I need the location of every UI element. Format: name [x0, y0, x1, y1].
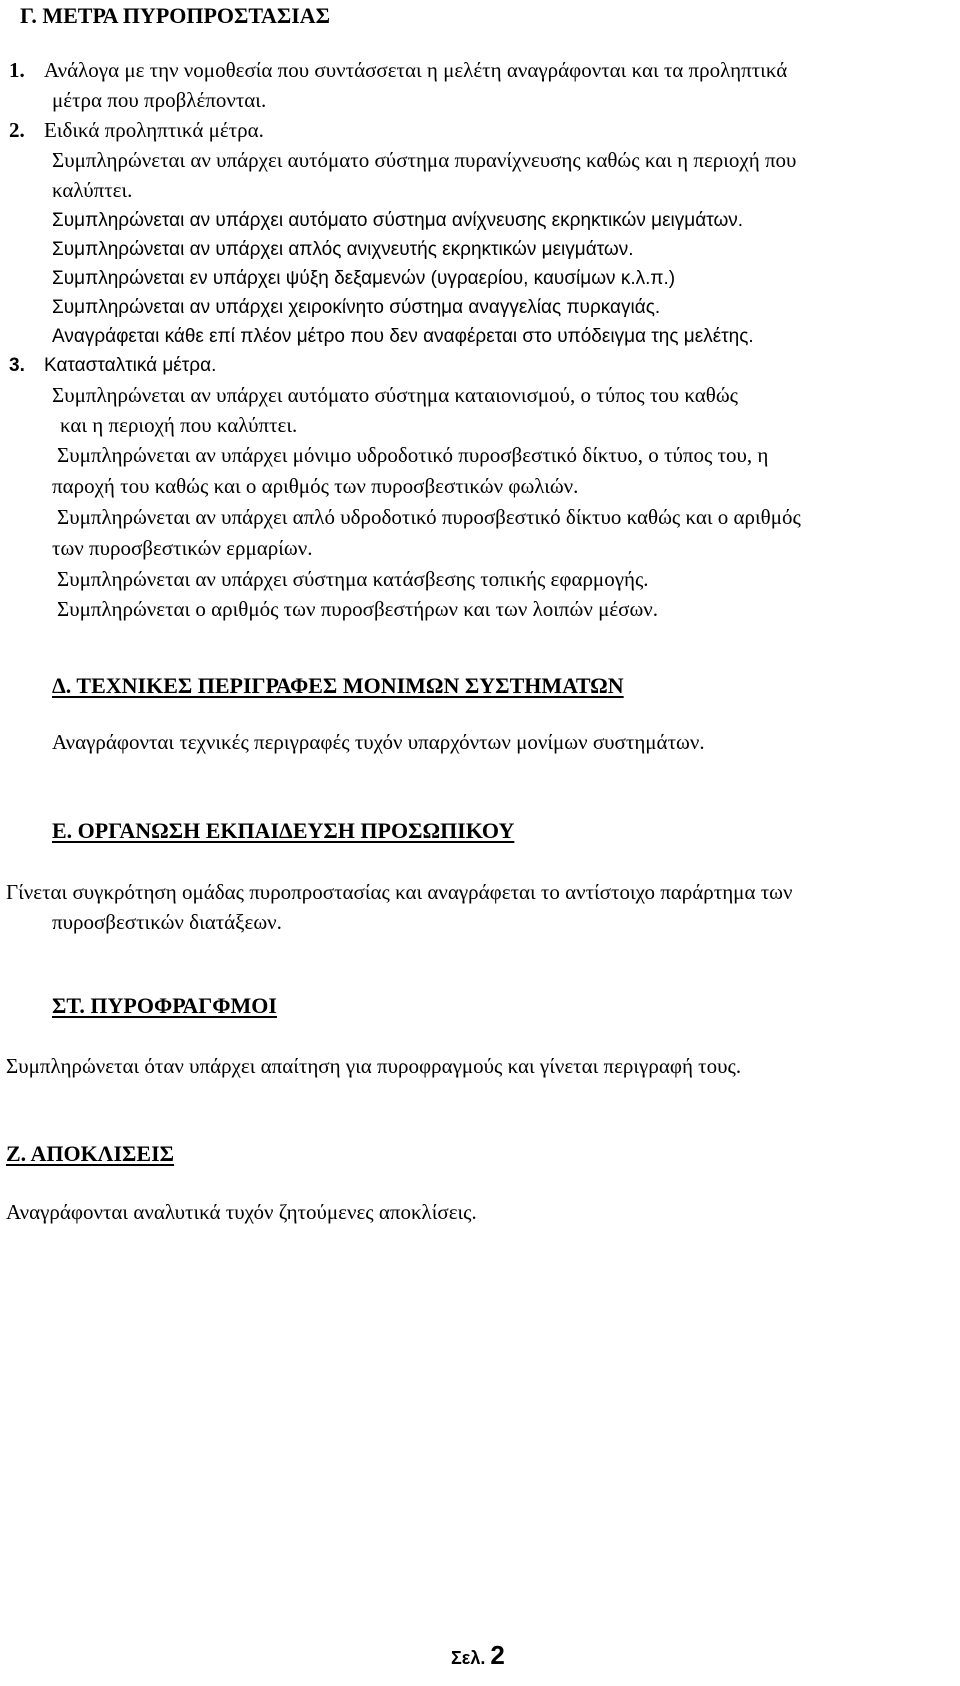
paragraph-line: Συμπληρώνεται αν υπάρχει αυτόματο σύστημα καταιονισμού, ο τύπος του καθώς — [52, 383, 738, 407]
paragraph-line: Αναγράφονται αναλυτικά τυχόν ζητούμενες αποκλίσεις. — [6, 1200, 477, 1224]
paragraph-line: Συμπληρώνεται αν υπάρχει αυτόματο σύστημα ανίχνευσης εκρηκτικών μειγμάτων. — [52, 210, 744, 231]
section-title-technical-descriptions: Δ. ΤΕΧΝΙΚΕΣ ΠΕΡΙΓΡΑΦΕΣ ΜΟΝΙΜΩΝ ΣΥΣΤΗΜΑΤΩΝ — [52, 673, 624, 698]
paragraph-line: και η περιοχή που καλύπτει. — [60, 413, 298, 437]
paragraph-line: Συμπληρώνεται αν υπάρχει απλό υδροδοτικό πυροσβεστικό δίκτυο καθώς και ο αριθμός — [57, 505, 801, 529]
list-item-heading: Ειδικά προληπτικά μέτρα. — [44, 118, 264, 142]
paragraph-line: Συμπληρώνεται όταν υπάρχει απαίτηση για πυροφραγμούς και γίνεται περιγραφή τους. — [6, 1054, 742, 1078]
paragraph-line: Αναγράφεται κάθε επί πλέον μέτρο που δεν αναφέρεται στο υπόδειγμα της μελέτης. — [52, 326, 754, 347]
section-title-fire-barriers: ΣΤ. ΠΥΡΟΦΡΑΓΦΜΟΙ — [52, 993, 277, 1018]
paragraph-line: Συμπληρώνεται ο αριθμός των πυροσβεστήρων και των λοιπών μέσων. — [57, 597, 659, 621]
list-item-3 — [9, 356, 216, 375]
paragraph-line: Συμπληρώνεται εν υπάρχει ψύξη δεξαμενών (υγραερίου, καυσίμων κ.λ.π.) — [52, 268, 676, 289]
list-item-1 — [9, 60, 787, 81]
paragraph-line: Συμπληρώνεται αν υπάρχει σύστημα κατάσβεσης τοπικής εφαρμογής. — [57, 567, 649, 591]
paragraph-line: Συμπληρώνεται αν υπάρχει απλός ανιχνευτής εκρηκτικών μειγμάτων. — [52, 239, 634, 260]
paragraph-line: καλύπτει. — [52, 178, 133, 202]
section-title-fire-protection-measures: Γ. ΜΕΤΡΑ ΠΥΡΟΠΡΟΣΤΑΣΙΑΣ — [20, 3, 331, 28]
section-title-deviations: Ζ. ΑΠΟΚΛΙΣΕΙΣ — [6, 1141, 175, 1166]
paragraph-line: Γίνεται συγκρότηση ομάδας πυροπροστασίας και αναγράφεται το αντίστοιχο παράρτημα των — [6, 880, 793, 904]
paragraph-line: Συμπληρώνεται αν υπάρχει χειροκίνητο σύστημα αναγγελίας πυρκαγιάς. — [52, 297, 661, 318]
list-number: 2. — [9, 118, 25, 142]
paragraph-line: Συμπληρώνεται αν υπάρχει αυτόματο σύστημα πυρανίχνευσης καθώς και η περιοχή που — [52, 148, 797, 172]
paragraph-line: των πυροσβεστικών ερμαρίων. — [52, 536, 313, 560]
list-item-heading: Κατασταλτικά μέτρα. — [44, 355, 217, 376]
list-item-text-continued: μέτρα που προβλέπονται. — [52, 88, 267, 112]
page-number — [451, 1642, 505, 1668]
list-item-2 — [9, 120, 264, 141]
page-number-value: 2 — [490, 1640, 505, 1670]
paragraph-line: Συμπληρώνεται αν υπάρχει μόνιμο υδροδοτικό πυροσβεστικό δίκτυο, ο τύπος του, η — [57, 443, 769, 467]
list-number: 3. — [9, 355, 25, 376]
section-title-staff-training: Ε. ΟΡΓΑΝΩΣΗ ΕΚΠΑΙΔΕΥΣΗ ΠΡΟΣΩΠΙΚΟΥ — [52, 818, 515, 843]
paragraph-line: Αναγράφονται τεχνικές περιγραφές τυχόν υπαρχόντων μονίμων συστημάτων. — [52, 730, 705, 754]
page-label: Σελ. — [451, 1648, 486, 1668]
paragraph-line: παροχή του καθώς και ο αριθμός των πυροσβεστικών φωλιών. — [52, 474, 579, 498]
list-number: 1. — [9, 58, 25, 82]
list-item-text: Ανάλογα με την νομοθεσία που συντάσσεται η μελέτη αναγράφονται και τα προληπτικά — [44, 58, 788, 82]
paragraph-line: πυροσβεστικών διατάξεων. — [52, 910, 282, 934]
